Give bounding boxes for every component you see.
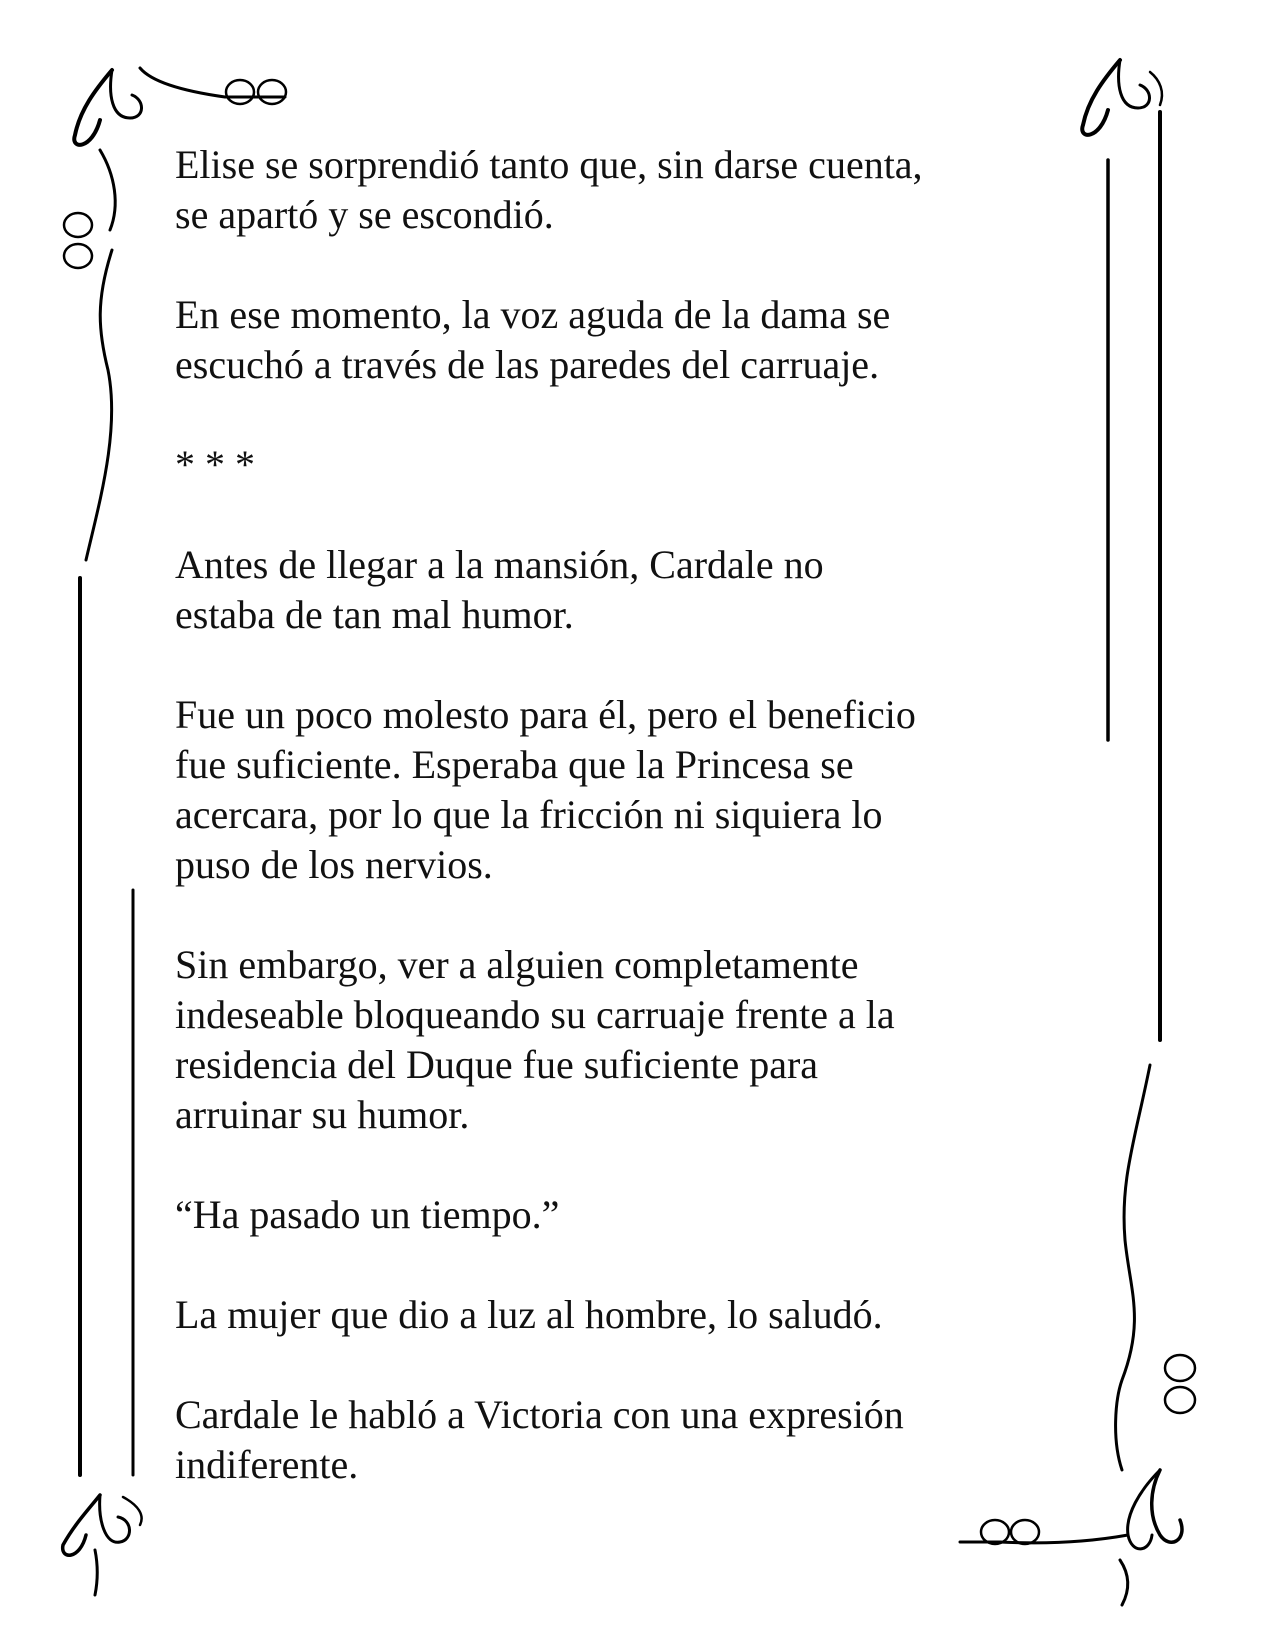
dialogue-line: “Ha pasado un tiempo.” bbox=[175, 1192, 560, 1237]
story-text bbox=[175, 140, 1115, 1540]
top-right-flourish bbox=[1082, 60, 1162, 135]
bottom-left-flourish bbox=[63, 1495, 142, 1595]
paragraph: Sin embargo, ver a alguien completamente indeseable bloqueando su carruaje frente a la residencia del Duque fue suficiente para arruinar su humor. bbox=[175, 942, 895, 1137]
paragraph: Fue un poco molesto para él, pero el beneficio fue suficiente. Esperaba que la Princesa se acercara, por lo que la fricción ni siquiera lo puso de los nervios. bbox=[175, 692, 916, 887]
scene-break: * * * bbox=[175, 442, 255, 487]
paragraph: La mujer que dio a luz al hombre, lo saludó. bbox=[175, 1292, 883, 1337]
paragraph: Antes de llegar a la mansión, Cardale no estaba de tan mal humor. bbox=[175, 542, 824, 637]
paragraph: Cardale le habló a Victoria con una expresión indiferente. bbox=[175, 1392, 904, 1487]
paragraph: Elise se sorprendió tanto que, sin darse cuenta, se apartó y se escondió. bbox=[175, 142, 923, 237]
right-swash bbox=[1116, 1065, 1150, 1470]
paragraph: En ese momento, la voz aguda de la dama se escuchó a través de las paredes del carruaje. bbox=[175, 292, 891, 387]
